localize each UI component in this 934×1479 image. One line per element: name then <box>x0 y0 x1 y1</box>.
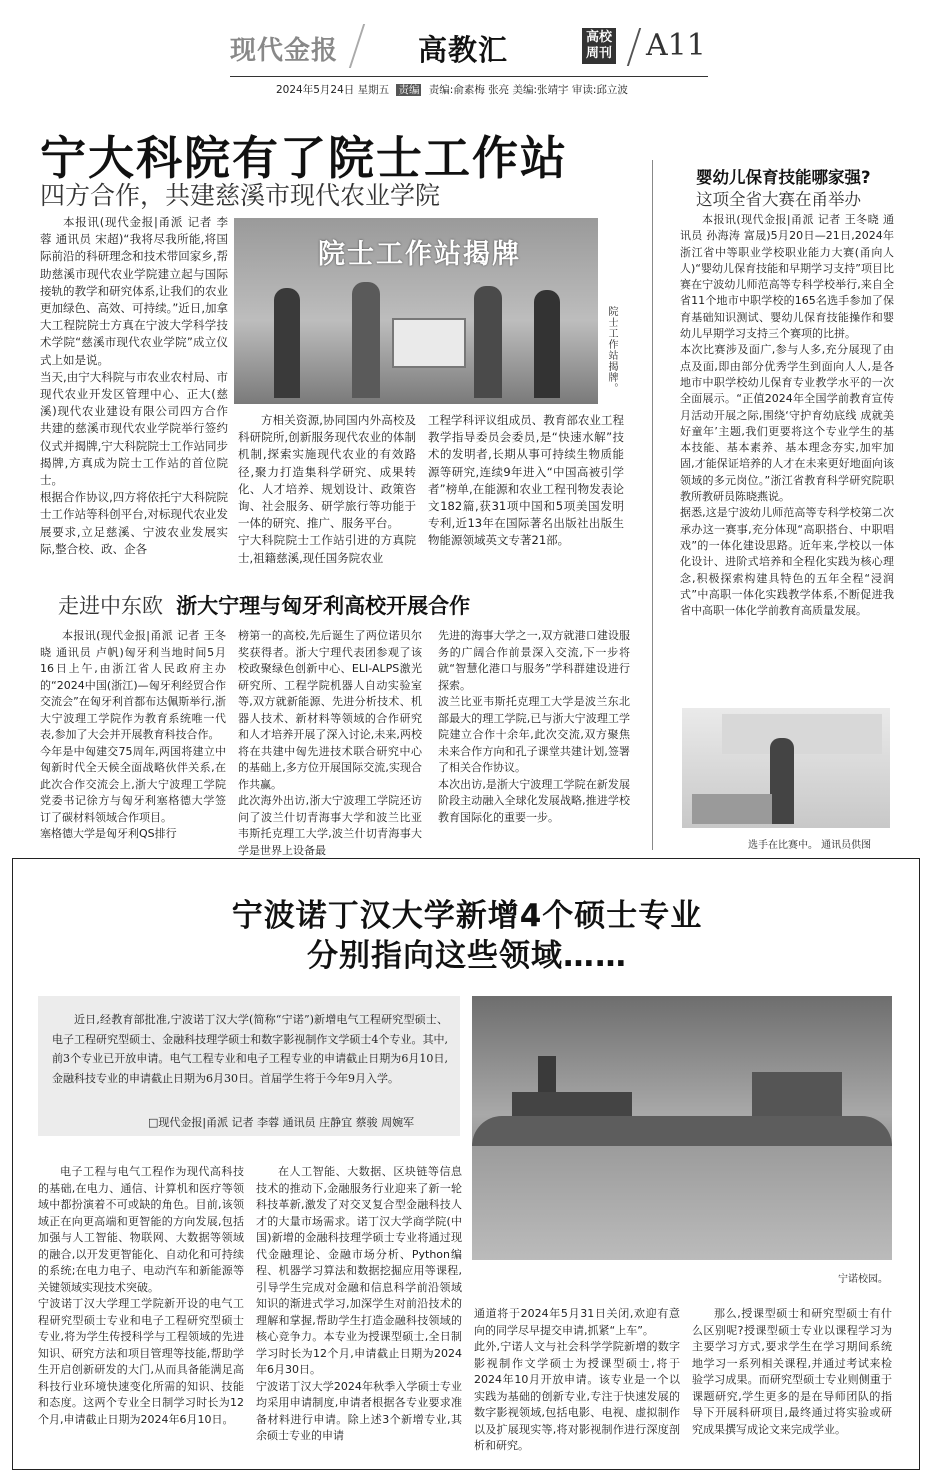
article2-col2: 榜第一的高校,先后诞生了两位诺贝尔奖获得者。浙大宁理代表团参观了该校政聚绿色创新中心、ELI-ALPS激光研究所、工程学院机器人自动实验室等,双方就新能源、先进分析技术、机器人技术、新材料等领域的合作研究和人才培养开展了深入讨论,未来,两校将在共建中匈先进技术联合研究中心的基础上,多方位开展国际交流,实现合作共赢。 此次海外出访,浙大宁波理工学院还访问了波兰什切青海事大学和波兰比亚韦斯托克理工大学,波兰什切青海事大学是世界上设备最 <box>238 629 422 857</box>
photo-banner: 院士工作站揭牌 <box>318 239 521 270</box>
credits: 责编:俞素梅 张亮 美编:张靖宇 审读:邱立波 <box>428 84 628 96</box>
article4-byline: □现代金报|甬派 记者 李蓉 通讯员 庄静宜 蔡骏 周婉军 <box>148 1116 415 1129</box>
article4-col4: 那么,授课型硕士和研究型硕士有什么区别呢?授课型硕士专业以课程学习为主要学习方式,要求学生在学习期间系统地学习一系列相关课程,并通过考试来检验学习成果。而研究型硕士专业则侧重于课题研究,学生更多的是在导师团队的指导下开展科研项目,最终通过将实验或研究成果撰写成论文来完成学业。 <box>692 1307 892 1436</box>
page-number: A11 <box>646 28 706 63</box>
date-line <box>276 82 628 97</box>
article1-photo-caption: 院士工作站揭牌。 <box>606 306 617 394</box>
article4-intro: 近日,经教育部批准,宁波诺丁汉大学(简称“宁诺”)新增电气工程研究型硕士、电子工程研究型硕士、金融科技理学硕士和数字影视制作文学硕士4个专业。其中,前3个专业已开放申请。电气工程专业和电子工程专业的申请截止日期为6月10日,金融科技专业的申请截止日期为6月30日。首届学生将于今年9月入学。 <box>52 1013 448 1085</box>
article3-photo <box>682 708 890 828</box>
photo-contestant <box>770 738 794 824</box>
plaque <box>392 318 466 368</box>
masthead-rule <box>230 76 708 77</box>
article1-col2: 方相关资源,协同国内外高校及科研院所,创新服务现代农业的体制机制,探索实施现代农业的有效路径,聚力打造集科学研究、成果转化、人才培养、规划设计、政策咨询、社会服务、研学旅行等功能于一体的研究、推广、服务平台。 宁大科院院士工作站引进的方真院士,祖籍慈溪,现任国务院农业 <box>238 413 416 565</box>
article4-headline-line2: 分别指向这些领域…… <box>307 938 627 974</box>
article2-col3: 先进的海事大学之一,双方就港口建设服务的广阔合作前景深入交流,下一步将就“智慧化港口与服务”学科群建设进行探索。 波兰比亚韦斯托克理工大学是波兰东北部最大的理工学院,已与浙大宁波理工学院建立合作十余年,此次交流,双方聚焦未来合作方向和孔子课堂共建计划,签署了相关合作协议。 本次出访,是浙大宁波理工学院在新发展阶段主动融入全球化发展战略,推进学校教育国际化的重要一步。 <box>438 629 630 824</box>
article2-kicker: 走进中东欧 <box>58 594 163 618</box>
article3-photo-caption: 选手在比赛中。 通讯员供图 <box>748 840 872 851</box>
article4-col2: 在人工智能、大数据、区块链等信息技术的推动下,金融服务行业迎来了新一轮科技革新,激发了对交叉复合型金融科技人才的大量市场需求。诺丁汉大学商学院(中国)新增的金融科技理学硕士专业将通过现代金融理论、金融市场分析、Python编程、机器学习算法和数据挖掘应用等课程,引导学生完成对金融和信息科学前沿领域知识的渐进式学习,加深学生对前沿技术的理解和掌握,帮助学生打造金融科技领域的核心竞争力。本专业为授课型硕士,全日制学习时长为12个月,申请截止日期为2024年6月30日。 宁波诺丁汉大学2024年秋季入学硕士专业均采用申请制度,申请者根据各专业要求准备材料进行申请。除上述3个新增专业,其余硕士专业的申请 <box>256 1165 462 1442</box>
date: 2024年5月24日 星期五 <box>276 84 390 96</box>
page-number-slash <box>627 28 641 66</box>
article1-subhead: 四方合作，共建慈溪市现代农业学院 <box>40 181 441 210</box>
person-3 <box>474 286 502 398</box>
article1-headline: 宁大科院有了院士工作站 <box>40 131 568 185</box>
article2-heading <box>58 590 470 620</box>
article2-col1: 本报讯(现代金报|甬派 记者 王冬晓 通讯员 卢帆)匈牙利当地时间5月16日上午,由浙江省人民政府主办的“2024中国(浙江)—匈牙利经贸合作交流会”在匈牙利首都布达佩斯举行,浙大宁波理工学院作为教育系统唯一代表,参加了大会并开展教育科技合作。 今年是中匈建交75周年,两国将建立中匈新时代全天候全面战略伙伴关系,在此次合作交流会上,浙大宁波理工学院党委书记徐方与匈牙利塞格德大学签订了碳材料领域合作项目。 塞格德大学是匈牙利QS排行 <box>40 629 226 840</box>
paper-name: 现代金报 <box>230 36 339 66</box>
section-badge: 高校周刊 <box>582 28 616 64</box>
article4-col1: 电子工程与电气工程作为现代高科技的基础,在电力、通信、计算机和医疗等领域中都扮演着不可或缺的角色。目前,该领域正在向更高端和更智能的方向发展,包括加强与人工智能、物联网、大数据等领域的融合,以开发更智能化、自动化和可持续的系统;在电力电子、电动汽车和新能源等关键领域实现技术突破。 宁波诺丁汉大学理工学院新开设的电气工程研究型硕士专业和电子工程研究型硕士专业,将为学生传授科学与工程领域的先进知识、研究方法和项目管理等技能,帮助学生开启创新研发的大门,从而具备能满足高科技行业环境快速变化所需的知识、技能和态度。这两个专业全日制学习时长为12个月,申请截止日期为2024年6月10日。 <box>38 1165 244 1426</box>
masthead-slash <box>349 24 365 68</box>
section-name: 高教汇 <box>418 33 509 67</box>
article4-col3: 通道将于2024年5月31日关闭,欢迎有意向的同学尽早提交申请,抓紧“上车”。 此外,宁诺人文与社会科学学院新增的数字影视制作文学硕士为授课型硕士,将于2024年10月开放申请。该专业是一个以实践为基础的创新专业,专注于快速发展的数字影视领域,包括电影、电视、虚拟制作以及扩展现实等,将对影视制作进行深度剖析和研究。 <box>474 1307 680 1452</box>
article1-photo <box>234 218 598 404</box>
person-2 <box>352 282 380 398</box>
photo-trees <box>472 1116 892 1146</box>
column-divider <box>652 160 653 850</box>
photo-table <box>692 794 772 824</box>
person-4 <box>534 290 560 398</box>
article4-photo <box>472 996 892 1260</box>
article4-headline-line1: 宁波诺丁汉大学新增4个硕士专业 <box>231 898 703 934</box>
article1-col3: 工程学科评议组成员、教育部农业工程教学指导委员会委员,是“快速水解”技术的发明者,长期从事可持续生物质能源等研究,连续9年进入“中国高被引学者”榜单,在能源和农业工程刊物发表论文182篇,获31项中国和5项美国发明专利,近13年在国际著名出版社出版生物能源领域英文专著21部。 <box>428 413 624 548</box>
photo-lawn <box>472 1136 892 1260</box>
article4-photo-caption: 宁诺校园。 <box>838 1274 888 1285</box>
article1-col1: 本报讯(现代金报|甬派 记者 李蓉 通讯员 宋超)“我将尽我所能,将国际前沿的科研理念和技术带回家乡,帮助慈溪市现代农业学院建立起与国际接轨的教学和研究体系,让我们的农业更加绿色、高效、可持续。”近日,加拿大工程院院士方真在宁波大学科学技术学院“慈溪市现代农业学院”成立仪式上如是说。 当天,由宁大科院与市农业农村局、市现代农业开发区管理中心、正大(慈溪)现代农业建设有限公司四方合作共建的慈溪市现代农业学院举行签约仪式并揭牌,宁大科院院士工作站同步揭牌,方真成为院士工作站的首位院士。 根据合作协议,四方将依托宁大科院院士工作站等科创平台,对标现代农业发展要求,立足慈溪、宁波农业发展实际,整合校、政、企各 <box>40 215 228 556</box>
article3-headline: 婴幼儿保育技能哪家强? <box>696 168 871 187</box>
article3-body: 本报讯(现代金报|甬派 记者 王冬晓 通讯员 孙海涛 富晟)5月20日—21日,2024年浙江省中等职业学校职业能力大赛(甬向人人)“婴幼儿保育技能和早期学习支持”项目比赛在宁波幼儿师范高等专科学校举行,来自全省11个地市中职学校的165名选手参加了保育基础知识测试、婴幼儿保育技能操作和婴幼儿早期学习支持三个赛项的比拼。 本次比赛涉及面广,参与人多,充分展现了由点及面,即由部分优秀学生到面向人人,是各地市中职学校幼儿保育专业教学水平的一次全面展示。“正值2024年全国学前教育宣传月活动开展之际,围绕‘守护育幼底线 成就美好童年’主题,我们更要将这个专业学生的基本技能、基本素养、基本理念夯实,加牢加固,才能保证培养的人才在未来更好地面向该领域的多元岗位。”浙江省教育科学研究院职教所教研员陈晓燕说。 据悉,这是宁波幼儿师范高等专科学校第二次承办这一赛事,充分体现“高职搭台、中职唱戏”的一体化建设思路。近年来,学校以一体化设计、进阶式培养和全程化实践为核心理念,积极探索构建具特色的五年全程“浸润式”中高职一体化实践教学体系,不断促进我省中高职一体化学前教育高质量发展。 <box>680 213 894 618</box>
article3-subhead: 这项全省大赛在甬举办 <box>696 190 861 209</box>
article2-headline: 浙大宁理与匈牙利高校开展合作 <box>176 594 471 618</box>
photo-backdrop <box>722 714 882 754</box>
person-1 <box>274 288 300 398</box>
edition-tag: 责编 <box>398 84 420 96</box>
